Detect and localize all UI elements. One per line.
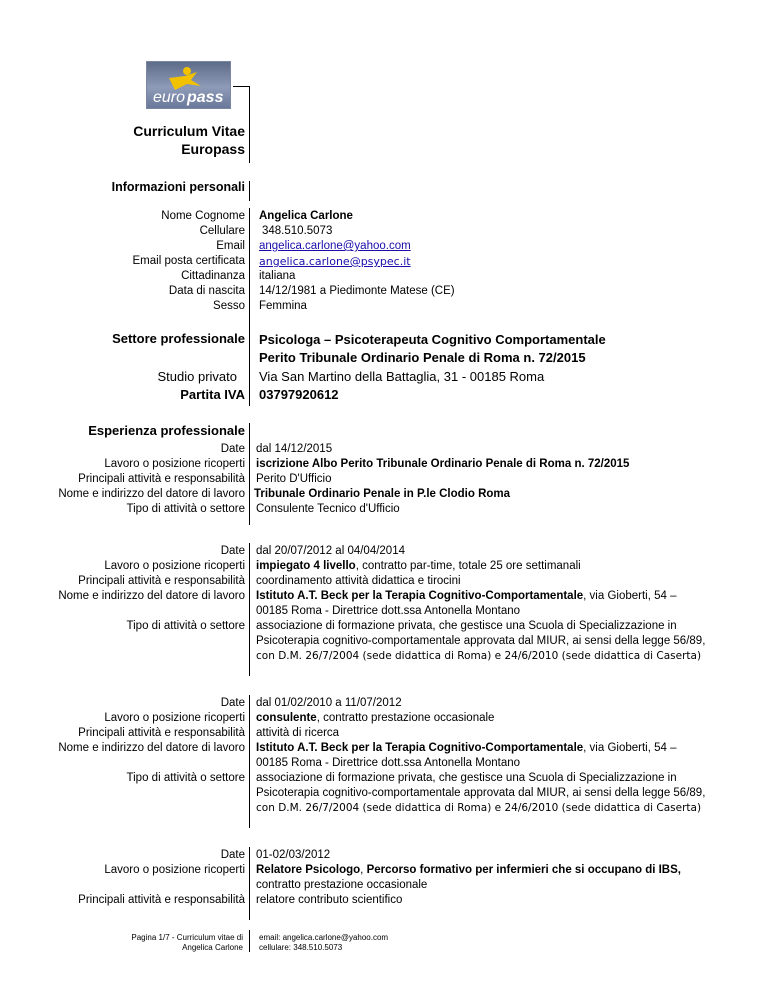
label-name: Nome Cognome [161, 210, 245, 222]
job1-values [256, 442, 629, 517]
job4-position: Relatore Psicologo, Percorso formativo per infermieri che si occupano di IBS, [256, 864, 681, 876]
label-sesso: Sesso [213, 300, 245, 312]
svg-text:pass: pass [187, 89, 224, 106]
exp-divider-1 [249, 423, 250, 525]
personal-values [259, 209, 455, 314]
job2-sector-3: con D.M. 26/7/2004 (sede didattica di Roma) e 24/6/2010 (sede didattica di Caserta) [256, 650, 702, 662]
europass-logo-graphic [147, 62, 230, 108]
value-cellulare: 348.510.5073 [262, 225, 333, 237]
job3-duties: attività di ricerca [256, 727, 340, 739]
value-nascita: 14/12/1981 a Piedimonte Matese (CE) [259, 285, 455, 297]
label-cittadinanza: Cittadinanza [181, 270, 245, 282]
job3-employer: Istituto A.T. Beck per la Terapia Cognitivo-Comportamentale, via Gioberti, 54 – [256, 742, 677, 754]
job2-values [256, 544, 705, 664]
job4-duties: relatore contributo scientifico [256, 894, 403, 906]
section-title-personal: Informazioni personali [111, 180, 245, 194]
svg-text:euro: euro [153, 89, 186, 106]
value-sesso: Femmina [259, 300, 307, 312]
section-title-experience: Esperienza professionale [88, 423, 245, 438]
value-studio: Via San Martino della Battaglia, 31 - 00185 Roma [259, 369, 545, 384]
job2-labels: Date Lavoro o posizione ricoperti Principali attività e responsabilità Nome e indirizzo del datore di lavoro Tipo di attività o settore [58, 545, 245, 632]
label-pec: Email posta certificata [132, 255, 245, 267]
exp-divider-3 [249, 695, 250, 828]
label-settore: Settore professionale [112, 331, 245, 346]
value-piva: 03797920612 [259, 387, 339, 402]
pec-email-link[interactable]: angelica.carlone@psypec.it [259, 255, 411, 268]
value-cittadinanza: italiana [259, 270, 296, 282]
exp-divider-4 [249, 847, 250, 920]
job1-employer: Tribunale Ordinario Penale in P.le Clodio Roma [254, 488, 511, 500]
exp-divider-2 [249, 543, 250, 676]
job1-sector: Consulente Tecnico d'Ufficio [256, 503, 400, 515]
label-nascita: Data di nascita [168, 285, 245, 297]
job1-date: dal 14/12/2015 [256, 443, 333, 455]
footer-divider [249, 930, 250, 952]
job2-sector-1: associazione di formazione privata, che gestisce una Scuola di Specializzazione in [256, 620, 677, 632]
value-settore: Psicologa – Psicoterapeuta Cognitivo Comportamentale Perito Tribunale Ordinario Penale di Roma n. 72/2015 [259, 332, 606, 365]
personal-title-divider [249, 181, 250, 201]
job3-sector-2: Psicoterapia cognitivo-comportamentale approvata dal MIUR, ai sensi della legge 56/89, [256, 787, 706, 799]
value-name: Angelica Carlone [259, 210, 353, 222]
job2-duties: coordinamento attività didattica e tirocini [256, 575, 461, 587]
job2-date: dal 20/07/2012 al 04/04/2014 [256, 545, 405, 557]
job3-sector-3: con D.M. 26/7/2004 (sede didattica di Roma) e 24/6/2010 (sede didattica di Caserta) [256, 802, 702, 814]
job1-position: iscrizione Albo Perito Tribunale Ordinario Penale di Roma n. 72/2015 [256, 458, 630, 470]
job4-labels: Date Lavoro o posizione ricoperti Principali attività e responsabilità [78, 849, 245, 906]
label-studio: Studio privato [157, 369, 237, 384]
job3-sector-1: associazione di formazione privata, che gestisce una Scuola di Specializzazione in [256, 772, 677, 784]
label-cellulare: Cellulare [199, 225, 245, 237]
job2-employer-address: 00185 Roma - Direttrice dott.ssa Antonella Montano [256, 605, 521, 617]
personal-labels [15, 209, 245, 314]
job2-sector-2: Psicoterapia cognitivo-comportamentale approvata dal MIUR, ai sensi della legge 56/89, [256, 635, 706, 647]
job3-position: consulente, contratto prestazione occasionale [256, 712, 495, 724]
europass-logo [146, 61, 231, 109]
job1-duties: Perito D'Ufficio [256, 473, 332, 485]
email-link[interactable]: angelica.carlone@yahoo.com [259, 240, 411, 252]
job4-date: 01-02/03/2012 [256, 849, 331, 861]
job3-date: dal 01/02/2010 a 11/07/2012 [256, 697, 402, 709]
job1-labels: Date Lavoro o posizione ricoperti Principali attività e responsabilità Nome e indirizzo del datore di lavoro Tipo di attività o settore [58, 443, 245, 515]
job2-employer: Istituto A.T. Beck per la Terapia Cognitivo-Comportamentale, via Gioberti, 54 – [256, 590, 677, 602]
personal-divider [249, 208, 250, 406]
job4-values [256, 848, 681, 908]
label-piva: Partita IVA [180, 387, 245, 402]
label-email: Email [216, 240, 245, 252]
job3-labels: Date Lavoro o posizione ricoperti Principali attività e responsabilità Nome e indirizzo del datore di lavoro Tipo di attività o settore [58, 697, 245, 784]
job3-values [256, 696, 705, 816]
job2-position: impiegato 4 livello, contratto par-time, totale 25 ore settimanali [256, 560, 581, 572]
header-divider-line [249, 86, 250, 163]
cv-title: Curriculum Vitae Europass [133, 123, 245, 157]
job3-employer-address: 00185 Roma - Direttrice dott.ssa Antonella Montano [256, 757, 521, 769]
header-bracket [233, 86, 249, 87]
job4-position-contract: contratto prestazione occasionale [256, 879, 428, 891]
footer-page-info: Pagina 1/7 - Curriculum vitae di Angelica Carlone [131, 933, 243, 952]
footer-contact: email: angelica.carlone@yahoo.com cellulare: 348.510.5073 [259, 933, 389, 952]
